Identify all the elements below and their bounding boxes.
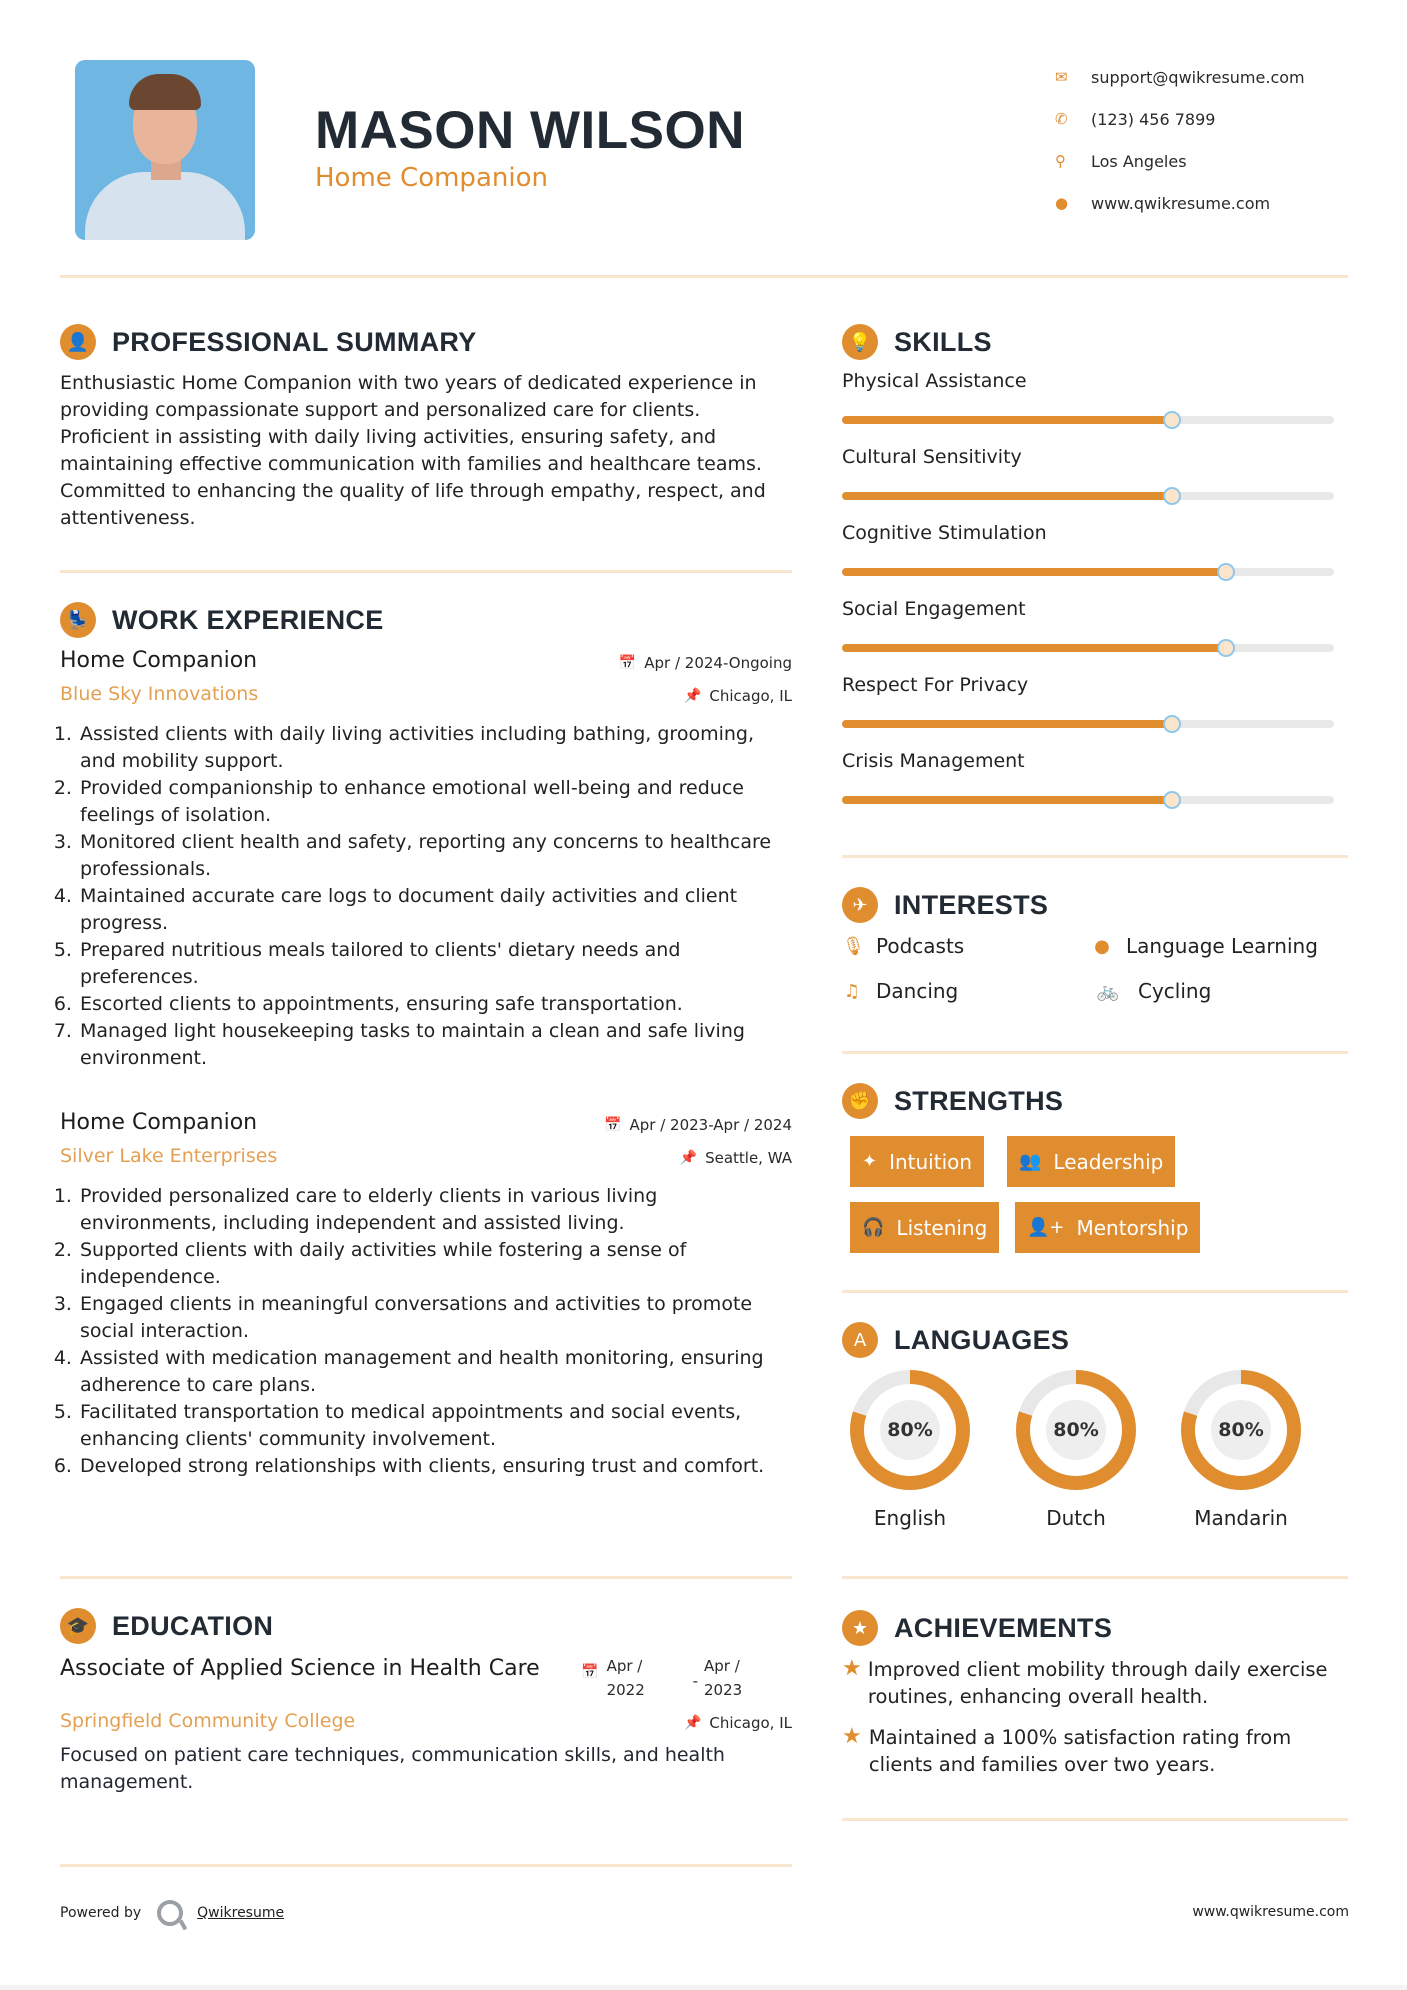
phone-icon: ✆ xyxy=(1055,110,1068,128)
education-divider xyxy=(60,1864,792,1867)
pushpin-icon: 📌 xyxy=(683,688,702,704)
skill-knob xyxy=(1163,487,1181,505)
language-item: 80% Dutch xyxy=(1016,1370,1136,1530)
job-location: 📌 Chicago, IL xyxy=(683,687,792,705)
skill-bar xyxy=(842,720,1334,728)
qwikresume-link[interactable]: Qwikresume xyxy=(197,1905,285,1921)
achievement-item: ★ Improved client mobility through daily exercise routines, enhancing overall health. xyxy=(842,1656,1328,1708)
strength-tag: ✦ Intuition xyxy=(850,1136,984,1187)
candidate-name: MASON WILSON xyxy=(315,101,745,160)
skill-bar xyxy=(842,568,1334,576)
graduate-icon: 🎓 xyxy=(60,1608,96,1644)
skill-item: Social Engagement xyxy=(842,598,1334,652)
map-pin-icon: ⚲ xyxy=(1055,152,1066,170)
globe-icon: ● xyxy=(1055,194,1069,212)
job-title: Home Companion xyxy=(60,648,258,673)
skill-bar xyxy=(842,796,1334,804)
job-dates: 📅 Apr / 2023-Apr / 2024 xyxy=(604,1116,792,1134)
job-location: 📌 Seattle, WA xyxy=(679,1149,792,1167)
work-heading: 💺 WORK EXPERIENCE xyxy=(60,602,384,638)
interests-divider xyxy=(842,1051,1348,1054)
language-item: 80% Mandarin xyxy=(1181,1370,1301,1530)
list-item: 7. Managed light housekeeping tasks to maintain a clean and safe living environment. xyxy=(78,1018,792,1072)
work-divider xyxy=(60,1576,792,1579)
contact-location: ⚲ Los Angeles xyxy=(1055,151,1187,171)
job-entry-1 xyxy=(60,648,792,1072)
globe-icon: ● xyxy=(1094,935,1110,957)
skill-bar xyxy=(842,492,1334,500)
school-name: Springfield Community College xyxy=(60,1710,356,1732)
skill-knob xyxy=(1217,639,1235,657)
job-company: Silver Lake Enterprises xyxy=(60,1145,278,1167)
bicycle-icon: 🚲 xyxy=(1096,980,1120,1002)
contact-phone[interactable]: ✆ (123) 456 7899 xyxy=(1055,109,1216,129)
job-bullets xyxy=(60,1183,792,1480)
interest-item: 🚲 Cycling xyxy=(1092,979,1211,1003)
headphones-icon: 🎧 xyxy=(862,1217,885,1238)
star-badge-icon: ★ xyxy=(842,1610,878,1646)
skill-bar xyxy=(842,644,1334,652)
skill-item: Respect For Privacy xyxy=(842,674,1334,728)
shooting-star-icon: ★ xyxy=(842,1724,862,1749)
strength-tag: 👤+ Mentorship xyxy=(1015,1202,1200,1253)
skill-item: Cultural Sensitivity xyxy=(842,446,1334,500)
users-icon: 👥 xyxy=(1019,1151,1042,1172)
summary-heading: 👤 PROFESSIONAL SUMMARY xyxy=(60,324,477,360)
education-dates: 📅 Apr / 2022 - Apr / 2023 xyxy=(581,1657,743,1699)
languages-heading: A LANGUAGES xyxy=(842,1322,1069,1358)
list-item: 1. Provided personalized care to elderly clients in various living environments, including independent and assisted living. xyxy=(78,1183,792,1237)
degree-title: Associate of Applied Science in Health Care xyxy=(60,1656,540,1681)
skill-bar xyxy=(842,416,1334,424)
contact-email[interactable]: ✉ support@qwikresume.com xyxy=(1055,67,1305,87)
profile-photo xyxy=(75,60,255,240)
list-item: 5. Facilitated transportation to medical appointments and social events, enhancing clients' community involvement. xyxy=(78,1399,792,1453)
shooting-star-icon: ★ xyxy=(842,1656,862,1681)
strengths-divider xyxy=(842,1290,1348,1293)
calendar-icon: 📅 xyxy=(581,1664,599,1680)
achievements-heading: ★ ACHIEVEMENTS xyxy=(842,1610,1112,1646)
footer-website[interactable]: www.qwikresume.com xyxy=(1192,1904,1349,1920)
pushpin-icon: 📌 xyxy=(683,1715,702,1731)
list-item: 4. Assisted with medication management and health monitoring, ensuring adherence to care plans. xyxy=(78,1345,792,1399)
fist-icon: ✊ xyxy=(842,1083,878,1119)
skill-knob xyxy=(1163,411,1181,429)
language-donut: 80% xyxy=(1016,1370,1136,1490)
paper-plane-icon: ✈ xyxy=(842,887,878,923)
strength-tag: 👥 Leadership xyxy=(1007,1136,1175,1187)
skill-item: Cognitive Stimulation xyxy=(842,522,1334,576)
interests-heading: ✈ INTERESTS xyxy=(842,887,1048,923)
skill-item: Crisis Management xyxy=(842,750,1334,804)
footer-powered-by: Powered by Qwikresume xyxy=(60,1900,284,1926)
achievement-item: ★ Maintained a 100% satisfaction rating from clients and families over two years. xyxy=(842,1724,1292,1776)
magic-wand-icon: ✦ xyxy=(862,1151,878,1172)
header-divider xyxy=(60,275,1348,278)
summary-divider xyxy=(60,570,792,573)
microphone-icon: 🎙 xyxy=(842,935,865,957)
calendar-icon: 📅 xyxy=(604,1117,622,1133)
qwikresume-logo-icon xyxy=(157,1900,183,1926)
strength-tag: 🎧 Listening xyxy=(850,1202,999,1253)
education-description: Focused on patient care techniques, communication skills, and health management. xyxy=(60,1744,725,1793)
skill-item: Physical Assistance xyxy=(842,370,1334,424)
list-item: 2. Supported clients with daily activities while fostering a sense of independence. xyxy=(78,1237,792,1291)
list-item: 5. Prepared nutritious meals tailored to clients' dietary needs and preferences. xyxy=(78,937,792,991)
list-item: 4. Maintained accurate care logs to document daily activities and client progress. xyxy=(78,883,792,937)
languages-divider xyxy=(842,1576,1348,1579)
education-heading: 🎓 EDUCATION xyxy=(60,1608,273,1644)
job-entry-2 xyxy=(60,1110,792,1480)
skill-knob xyxy=(1217,563,1235,581)
education-entry xyxy=(60,1654,792,1796)
job-dates: 📅 Apr / 2024-Ongoing xyxy=(618,654,792,672)
job-title: Home Companion xyxy=(60,1110,258,1135)
skill-knob xyxy=(1163,791,1181,809)
summary-text: Enthusiastic Home Companion with two years of dedicated experience in providing compassionate support and personalized care for clients. Proficient in assisting with daily living activities, ensuring safety, and maintaining effective communication with families and healthcare teams. Committed to enhancing the quality of life through empathy, respect, and attentiveness. xyxy=(60,372,766,529)
translate-icon: A xyxy=(842,1322,878,1358)
interest-item: ♫ Dancing xyxy=(843,979,959,1003)
list-item: 1. Assisted clients with daily living activities including bathing, grooming, and mobility support. xyxy=(78,721,792,775)
language-donut: 80% xyxy=(850,1370,970,1490)
list-item: 6. Developed strong relationships with clients, ensuring trust and comfort. xyxy=(78,1453,792,1480)
user-icon: 👤 xyxy=(60,324,96,360)
office-chair-icon: 💺 xyxy=(60,602,96,638)
language-donut: 80% xyxy=(1181,1370,1301,1490)
pushpin-icon: 📌 xyxy=(679,1150,698,1166)
contact-website[interactable]: ● www.qwikresume.com xyxy=(1055,193,1271,213)
page-bottom-band xyxy=(0,1985,1407,1990)
music-note-icon: ♫ xyxy=(843,980,861,1002)
job-company: Blue Sky Innovations xyxy=(60,683,259,705)
list-item: 3. Monitored client health and safety, reporting any concerns to healthcare professionals. xyxy=(78,829,792,883)
achievements-divider xyxy=(842,1818,1348,1821)
education-location: 📌 Chicago, IL xyxy=(683,1714,792,1732)
skills-divider xyxy=(842,855,1348,858)
list-item: 6. Escorted clients to appointments, ensuring safe transportation. xyxy=(78,991,792,1018)
strengths-heading: ✊ STRENGTHS xyxy=(842,1083,1063,1119)
calendar-icon: 📅 xyxy=(618,655,637,671)
skills-heading: 💡 SKILLS xyxy=(842,324,992,360)
list-item: 3. Engaged clients in meaningful conversations and activities to promote social interaction. xyxy=(78,1291,792,1345)
envelope-icon: ✉ xyxy=(1055,68,1068,86)
lightbulb-icon: 💡 xyxy=(842,324,878,360)
list-item: 2. Provided companionship to enhance emotional well-being and reduce feelings of isolation. xyxy=(78,775,792,829)
user-plus-icon: 👤+ xyxy=(1027,1217,1065,1238)
job-bullets xyxy=(60,721,792,1072)
interest-item: ● Language Learning xyxy=(1092,934,1318,958)
language-item: 80% English xyxy=(850,1370,970,1530)
contact-list xyxy=(1055,56,1305,224)
interest-item: 🎙 Podcasts xyxy=(842,934,965,958)
candidate-title: Home Companion xyxy=(315,163,548,193)
skill-knob xyxy=(1163,715,1181,733)
